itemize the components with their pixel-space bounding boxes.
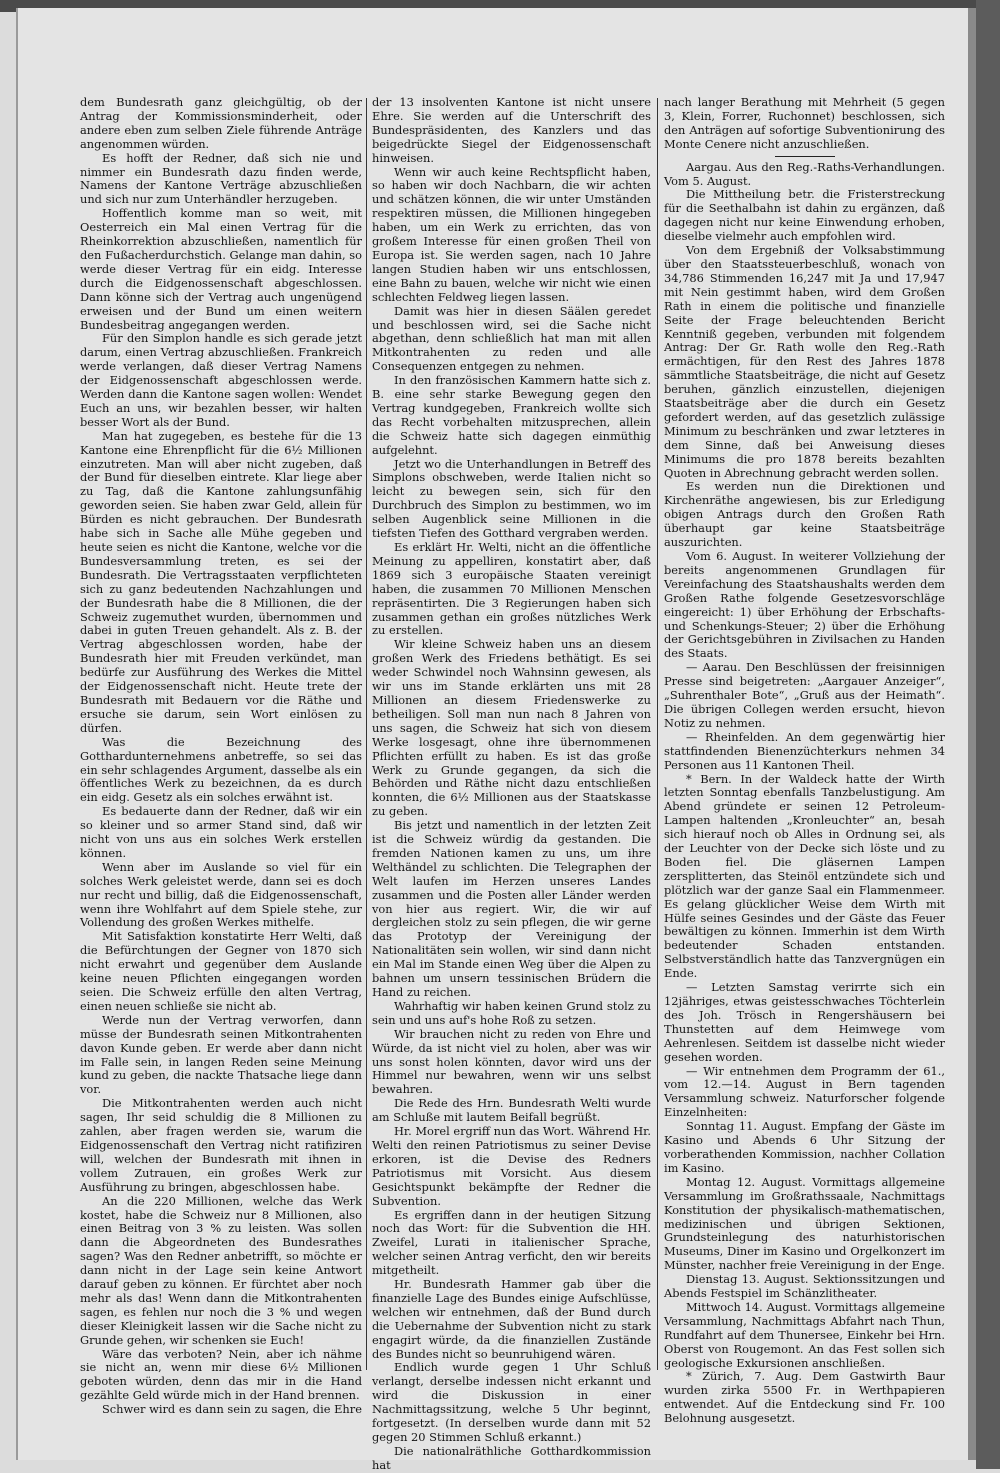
paragraph: * Bern. In der Waldeck hatte der Wirth letzten Sonntag ebenfalls Tanzbelustigung. Am Abend gründete er seinen 12 Petroleum-Lampen haltenden „Kronleuchter“ an, besah sich hierauf noch ob Alles in Ordnung sei, als der Leuchter von der Decke sich löste und zu Boden fiel. Die gläsernen Lampen zersplitterten, das Steinöl entzündete sich und plötzlich war der ganze Saal ein Flammenmeer. Es gelang glücklicher Weise dem Wirth mit Hülfe seines Gesindes und der Gäste das Feuer bewältigen zu können. Immerhin ist dem Wirth bedeutender Schaden entstanden. Selbstverständlich hatte das Tanzvergnügen ein Ende. — [664, 771, 945, 981]
paragraph: — Aarau. Den Beschlüssen der freisinnigen Presse sind beigetreten: „Aargauer Anzeiger“, „Suhrenthaler Bote“, „Gruß aus der Heimath“. Die übrigen Collegen werden ersucht, hievon Notiz zu nehmen. — [664, 660, 945, 730]
paragraph: Hoffentlich komme man so weit, mit Oesterreich ein Mal einen Vertrag für die Rheinkorrektion abzuschließen, namentlich für den Fußacherdurchstich. Gelange man dahin, so werde dieser Vertrag für ein eidg. Interesse durch die Eidgenossenschaft abgeschlossen. Dann könne sich der Vertrag auch ungenügend erweisen und der Bund um einen weitern Bundesbeitrag angegangen werden. — [80, 206, 362, 332]
paragraph: — Wir entnehmen dem Programm der 61., vom 12.—14. August in Bern tagenden Versammlung schweiz. Naturforscher folgende Einzelnheiten: — [664, 1063, 945, 1120]
paragraph: Jetzt wo die Unterhandlungen in Betreff des Simplons obschweben, werde Italien nicht so leicht zu bewegen sein, sich für den Durchbruch des Simplon zu bestimmen, wo im selben Augenblick seine Millionen in die tiefsten Tiefen des Gotthard vergraben werden. — [372, 456, 651, 541]
scan-right-border — [976, 0, 1000, 1469]
paragraph: der 13 insolventen Kantone ist nicht unsere Ehre. Sie werden auf die Unterschrift des Bundespräsidenten, des Kanzlers und das beigedrückte Siegel der Eidgenossenschaft hinweisen. — [372, 95, 651, 165]
paragraph: nach langer Berathung mit Mehrheit (5 gegen 3, Klein, Forrer, Ruchonnet) beschlossen, sich den Anträgen auf sofortige Subventionirung des Monte Cenere nicht anzuschließen. — [664, 95, 945, 151]
paragraph: Vom 6. August. In weiterer Vollziehung der bereits angenommenen Grundlagen für Vereinfachung des Staatshaushalts werden dem Großen Rathe folgende Gesetzesvorschläge eingereicht: 1) über Erhöhung der Erbschafts- und Schenkungs-Steuer; 2) über die Erhöhung der Gerichtsgebühren in Zivilsachen zu Handen des Staats. — [664, 549, 945, 661]
paragraph: In den französischen Kammern hatte sich z. B. eine sehr starke Bewegung gegen den Vertrag kundgegeben, Frankreich wollte sich das Recht vorbehalten mitzusprechen, allein die Schweiz hatte sich dagegen einmüthig aufgelehnt. — [372, 373, 651, 457]
paragraph: Mit Satisfaktion konstatirte Herr Welti, daß die Befürchtungen der Gegner von 1870 sich nicht erwahrt und gegenüber dem Auslande keine neuen Pflichten eingegangen worden seien. Die Schweiz erfülle den alten Vertrag, einen neuen schließe sie nicht ab. — [80, 929, 362, 1013]
paragraph: Die nationalräthliche Gotthardkommission hat — [372, 1443, 651, 1472]
paragraph: Wenn wir auch keine Rechtspflicht haben, so haben wir doch Nachbarn, die wir achten und schätzen können, die wir unter Umständen respektiren müssen, die Millionen hingegeben haben, um ein Werk zu errichten, das von großem Interesse für einen großen Theil von Europa ist. Sie werden sagen, nach 10 Jahre langen Studien haben wir uns entschlossen, eine Bahn zu bauen, welche wir nicht wie einen schlechten Feldweg liegen lassen. — [372, 164, 651, 304]
paragraph: An die 220 Millionen, welche das Werk kostet, habe die Schweiz nur 8 Millionen, also einen Beitrag von 3 % zu leisten. Was sollen dann die Abgeordneten des Bundesrathes sagen? Was den Redner anbetrifft, so möchte er dann nicht in der Lage sein keine Antwort darauf geben zu können. Er fürchtet aber noch mehr als das! Wenn dann die Mitkontrahenten sagen, es fehlen nur noch die 3 % und wegen dieser Kleinigkeit lassen wir die Sache nicht zu Grunde gehen, wir schenken sie Euch! — [80, 1193, 362, 1347]
page-shadow — [968, 8, 976, 1460]
paragraph: Werde nun der Vertrag verworfen, dann müsse der Bundesrath seinen Mitkontrahenten davon Kunde geben. Er werde aber dann nicht im Falle sein, in langen Reden seine Meinung kund zu geben, die nackte Thatsache liege dann vor. — [80, 1012, 362, 1097]
paragraph: Die Mitkontrahenten werden auch nicht sagen, Ihr seid schuldig die 8 Millionen zu zahlen, aber fragen werden sie, warum die Eidgenossenschaft den Vertrag nicht ratifiziren will, welchen der Bundesrath mit ihnen in vollem Zutrauen, ein großes Werk zur Ausführung zu bringen, abgeschlossen habe. — [80, 1096, 362, 1194]
paragraph: Schwer wird es dann sein zu sagen, die Ehre — [102, 1402, 362, 1417]
article-column-2 — [372, 95, 651, 1472]
paragraph: Wäre das verboten? Nein, aber ich nähme sie nicht an, wenn mir diese 6½ Millionen geboten würden, denn das mir in die Hand gezählte Geld würde mich in der Hand brennen. — [80, 1346, 362, 1403]
paragraph: Sonntag 11. August. Empfang der Gäste im Kasino und Abends 6 Uhr Sitzung der vorberathenden Kommission, nachher Collation im Kasino. — [664, 1119, 945, 1175]
paragraph: Es hofft der Redner, daß sich nie und nimmer ein Bundesrath dazu finden werde, Namens der Kantone Verträge abzuschließen und sich nur zum Unterhändler herzugeben. — [80, 150, 362, 207]
paragraph: Damit was hier in diesen Säälen geredet und beschlossen wird, sei die Sache nicht abgethan, denn schließlich hat man mit allen Mitkontrahenten zu reden und alle Consequenzen entgegen zu nehmen. — [372, 303, 651, 374]
paragraph: Wir brauchen nicht zu reden von Ehre und Würde, da ist nicht viel zu holen, aber was wir uns sonst holen könnten, davor wird uns der Himmel nur bewahren, wenn wir uns selbst bewahren. — [372, 1026, 651, 1097]
paragraph: Was die Bezeichnung des Gotthardunternehmens anbetreffe, so sei das ein sehr schlagendes Argument, dasselbe als ein öffentliches Werk zu bezeichnen, da es durch ein eidg. Gesetz als ein solches erwähnt ist. — [80, 734, 362, 805]
paragraph: — Letzten Samstag verirrte sich ein 12jähriges, etwas geistesschwaches Töchterlein des Joh. Trösch in Rengershäusern bei Thunstetten auf dem Heimwege vom Aehrenlesen. Seitdem ist dasselbe nicht wieder gesehen worden. — [664, 980, 945, 1064]
paragraph: dem Bundesrath ganz gleichgültig, ob der Antrag der Kommissionsminderheit, oder andere eben zum selben Ziele führende Anträge angenommen würden. — [80, 95, 362, 151]
paragraph: * Zürich, 7. Aug. Dem Gastwirth Baur wurden zirka 5500 Fr. in Werthpapieren entwendet. Auf die Entdeckung sind Fr. 100 Belohnung ausgesetzt. — [664, 1369, 945, 1426]
paragraph: Es erklärt Hr. Welti, nicht an die öffentliche Meinung zu appelliren, konstatirt aber, daß 1869 sich 3 europäische Staaten vereinigt haben, die zusammen 70 Millionen Menschen repräsentirten. Die 3 Regierungen haben sich zusammen gethan ein großes nützliches Werk zu erstellen. — [372, 540, 651, 638]
paragraph: Wir kleine Schweiz haben uns an diesem großen Werk des Friedens bethätigt. Es sei weder Schwindel noch Wahnsinn gewesen, als wir uns im Stande erklärten uns mit 28 Millionen an diesem Friedenswerke zu betheiligen. Soll man nun nach 8 Jahren von uns sagen, die Schweiz hat sich von diesem Werke losgesagt, ohne ihre übernommenen Pflichten erfüllt zu haben. Es ist das große Werk zu Grunde gegangen, da sich die Behörden und Räthe nicht dazu entschließen konnten, die 6½ Millionen aus der Staatskasse zu geben. — [372, 637, 651, 819]
paragraph: Hr. Morel ergriff nun das Wort. Während Hr. Welti den reinen Patriotismus zu seiner Devise erkoren, ist die Devise des Redners Patriotismus mit Vorsicht. Aus diesem Gesichtspunkt bekämpfte der Redner die Subvention. — [372, 1124, 651, 1208]
paragraph: Die Mittheilung betr. die Fristerstreckung für die Seethalbahn ist dahin zu ergänzen, daß dagegen nicht nur keine Einwendung erhoben, dieselbe vielmehr auch empfohlen wird. — [664, 187, 945, 244]
column-divider — [657, 98, 658, 1370]
paragraph: Dienstag 13. August. Sektionssitzungen und Abends Festspiel im Schänzlitheater. — [664, 1272, 945, 1301]
paragraph: Es werden nun die Direktionen und Kirchenräthe angewiesen, bis zur Erledigung obigen Antrags durch den Großen Rath überhaupt gar keine Staatsbeiträge auszurichten. — [664, 479, 945, 550]
paragraph: Die Rede des Hrn. Bundesrath Welti wurde am Schluße mit lautem Beifall begrüßt. — [372, 1096, 651, 1125]
paragraph: Hr. Bundesrath Hammer gab über die finanzielle Lage des Bundes einige Aufschlüsse, welchen wir entnehmen, daß der Bund durch die Uebernahme der Subvention nicht zu stark engagirt würde, da die finanziellen Zustände des Bundes nicht so beunruhigend wären. — [372, 1277, 651, 1361]
article-column-1 — [80, 95, 362, 1417]
section-heading-aargau: Aargau. Aus den Reg.-Raths-Verhandlungen. Vom 5. August. — [664, 159, 945, 188]
paragraph: Von dem Ergebniß der Volksabstimmung über den Staatssteuerbeschluß, wonach von 34,786 Stimmenden 16,247 mit Ja und 17,947 mit Nein gestimmt haben, wird dem Großen Rath in einem die politische und finanzielle Seite der Frage beleuchtenden Bericht Kenntniß gegeben, verbunden mit folgendem Antrag: Der Gr. Rath wolle den Reg.-Rath ermächtigen, für den Rest des Jahres 1878 sämmtliche Staatsbeiträge, die nicht auf Gesetz beruhen, gänzlich einzustellen, diejenigen Staatsbeiträge aber die durch ein Gesetz gefordert werden, auf das gesetzlich zulässige Minimum zu beschränken und zwar letzteres in dem Sinne, daß bei Anweisung dieses Minimums die pro 1878 bereits bezahlten Quoten in Abrechnung gebracht werden sollen. — [664, 243, 945, 480]
paragraph: Mittwoch 14. August. Vormittags allgemeine Versammlung, Nachmittags Abfahrt nach Thun, Rundfahrt auf dem Thunersee, Einkehr bei Hrn. Oberst von Rougemont. An das Fest sollen sich geologische Exkursionen anschließen. — [664, 1299, 945, 1370]
paragraph: — Rheinfelden. An dem gegenwärtig hier stattfindenden Bienenzüchterkurs nehmen 34 Personen aus 11 Kantonen Theil. — [664, 729, 945, 772]
column-divider — [366, 98, 367, 1370]
article-column-3 — [664, 95, 945, 1426]
paragraph: Es bedauerte dann der Redner, daß wir ein so kleiner und so armer Stand sind, daß wir nicht von uns aus ein solches Werk erstellen können. — [80, 804, 362, 860]
paragraph: Wenn aber im Auslande so viel für ein solches Werk geleistet werde, dann sei es doch nur recht und billig, daß die Eidgenossenschaft, wenn ihre Wohlfahrt auf dem Spiele stehe, zur Vollendung des großen Werkes mithelfe. — [80, 859, 362, 930]
paragraph: Für den Simplon handle es sich gerade jetzt darum, einen Vertrag abzuschließen. Frankreich werde verlangen, daß dieser Vertrag Namens der Eidgenossenschaft abgeschlossen werde. Werden dann die Kantone sagen wollen: Wendet Euch an uns, wir bezahlen besser, wir halten besser Wort als der Bund. — [80, 331, 362, 429]
paragraph: Montag 12. August. Vormittags allgemeine Versammlung im Großrathssaale, Nachmittags Konstitution der physikalisch-mathematischen, medizinischen und übrigen Sektionen, Grundsteinlegung des naturhistorischen Museums, Diner im Kasino und Orgelkonzert im Münster, nachher freie Vereinigung in der Enge. — [664, 1174, 945, 1273]
paragraph: Bis jetzt und namentlich in der letzten Zeit ist die Schweiz würdig da gestanden. Die fremden Nationen kamen zu uns, um ihre Welthändel zu schlichten. Die Telegraphen der Welt laufen im Herzen unseres Landes zusammen und die Posten aller Länder werden von hier aus regiert. Wir, die wir auf dergleichen stolz zu sein pflegen, die wir gerne das Prototyp der Vereinigung der Nationalitäten sein wollen, wir sind dann nicht ein Mal im Stande einen Weg über die Alpen zu bahnen um unsern tessinischen Brüdern die Hand zu reichen. — [372, 818, 651, 999]
paragraph: Wahrhaftig wir haben keinen Grund stolz zu sein und uns auf's hohe Roß zu setzen. — [372, 998, 651, 1027]
paragraph: Es ergriffen dann in der heutigen Sitzung noch das Wort: für die Subvention die HH. Zweifel, Lurati in italienischer Sprache, welcher seinen Antrag verficht, den wir bereits mitgetheilt. — [372, 1207, 651, 1278]
paragraph: Endlich wurde gegen 1 Uhr Schluß verlangt, derselbe indessen nicht erkannt und wird die Diskussion in einer Nachmittagssitzung, welche 5 Uhr beginnt, fortgesetzt. (In derselben wurde dann mit 52 gegen 20 Stimmen Schluß erkannt.) — [372, 1360, 651, 1444]
section-separator — [775, 156, 835, 157]
paragraph: Man hat zugegeben, es bestehe für die 13 Kantone eine Ehrenpflicht für die 6½ Millionen einzutreten. Man will aber nicht zugeben, daß der Bund für dieselben eintrete. Klar liege aber zu Tag, daß die Kantone zahlungsunfähig geworden seien. Sie haben zwar Geld, allein für Bürden es nicht gebrauchen. Der Bundesrath habe sich in Sache alle Mühe gegeben und heute seien es nicht die Kantone, welche vor die Bundesversammlung treten, es sei der Bundesrath. Die Vertragsstaaten verpflichteten sich zu ganz bedeutenden Nachzahlungen und der Bundesrath habe die 8 Millionen, die der Schweiz zugemuthet wurden, übernommen und dabei in guten Treuen gehandelt. Als z. B. der Vertrag abgeschlossen worden, habe der Bundesrath hier mit Freuden verkündet, man bedürfe zur Ausführung des Werkes die Mittel der Eidgenossenschaft nicht. Heute trete der Bundesrath mit Bedauern vor die Räthe und ersuche sie darum, sein Wort einlösen zu dürfen. — [80, 428, 362, 735]
